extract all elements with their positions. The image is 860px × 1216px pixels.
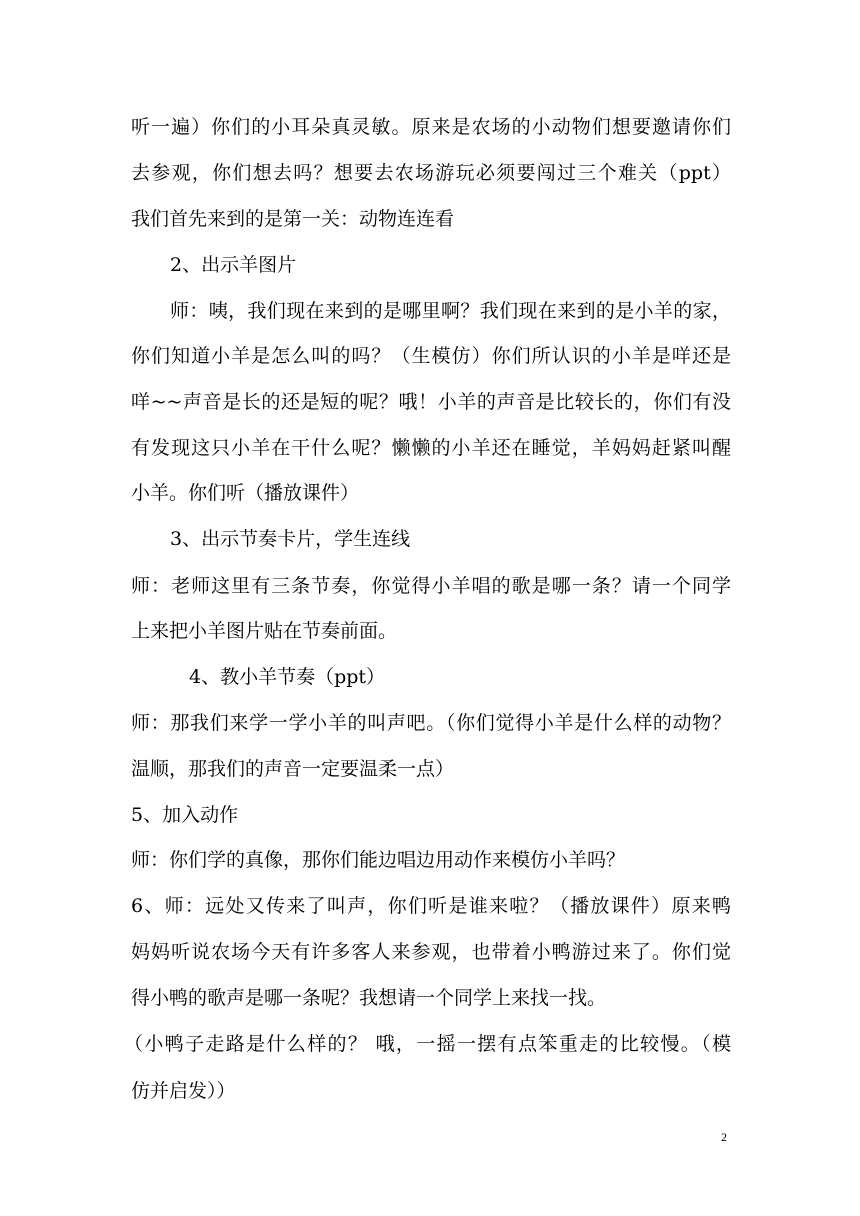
section-heading: 4、教小羊节奏（ppt）	[189, 666, 386, 688]
paragraph-line: 得小鸭的歌声是哪一条呢？我想请一个同学上来找一找。	[131, 987, 607, 1009]
paragraph-line: （小鸭子走路是什么样的？ 哦，一摇一摆有点笨重走的比较慢。（模	[124, 1033, 731, 1055]
paragraph-line: 师：咦，我们现在来到的是哪里啊？我们现在来到的是小羊的家，	[170, 300, 731, 322]
section-heading: 3、出示节奏卡片，学生连线	[170, 528, 411, 550]
paragraph-line: 听一遍）你们的小耳朵真灵敏。原来是农场的小动物们想要邀请你们	[131, 116, 731, 138]
paragraph-line: 上来把小羊图片贴在节奏前面。	[131, 620, 398, 642]
page-number: 2	[721, 1130, 727, 1144]
paragraph-line: 你们知道小羊是怎么叫的吗？（生模仿）你们所认识的小羊是咩还是	[131, 345, 731, 367]
paragraph-line: 有发现这只小羊在干什么呢？懒懒的小羊还在睡觉，羊妈妈赶紧叫醒	[131, 437, 731, 459]
section-heading: 2、出示羊图片	[170, 254, 297, 276]
paragraph-line: 我们首先来到的是第一关：动物连连看	[131, 208, 455, 230]
paragraph-line: 去参观，你们想去吗？想要去农场游玩必须要闯过三个难关（ppt）	[131, 162, 731, 184]
paragraph-line: 6、师：远处又传来了叫声，你们听是谁来啦？（播放课件）原来鸭	[131, 895, 731, 917]
paragraph-line: 仿并启发））	[131, 1080, 236, 1102]
paragraph-line: 咩~~声音是长的还是短的呢？哦！小羊的声音是比较长的，你们有没	[131, 391, 731, 413]
paragraph-line: 温顺，那我们的声音一定要温柔一点）	[131, 758, 455, 780]
paragraph-line: 小羊。你们听（播放课件）	[131, 482, 360, 504]
paragraph-line: 师：你们学的真像，那你们能边唱边用动作来模仿小羊吗？	[131, 849, 626, 871]
paragraph-line: 师：那我们来学一学小羊的叫声吧。（你们觉得小羊是什么样的动物？	[131, 712, 731, 734]
section-heading: 5、加入动作	[131, 804, 239, 826]
paragraph-line: 师：老师这里有三条节奏，你觉得小羊唱的歌是哪一条？请一个同学	[131, 575, 731, 597]
paragraph-line: 妈妈听说农场今天有许多客人来参观，也带着小鸭游过来了。你们觉	[131, 941, 731, 963]
